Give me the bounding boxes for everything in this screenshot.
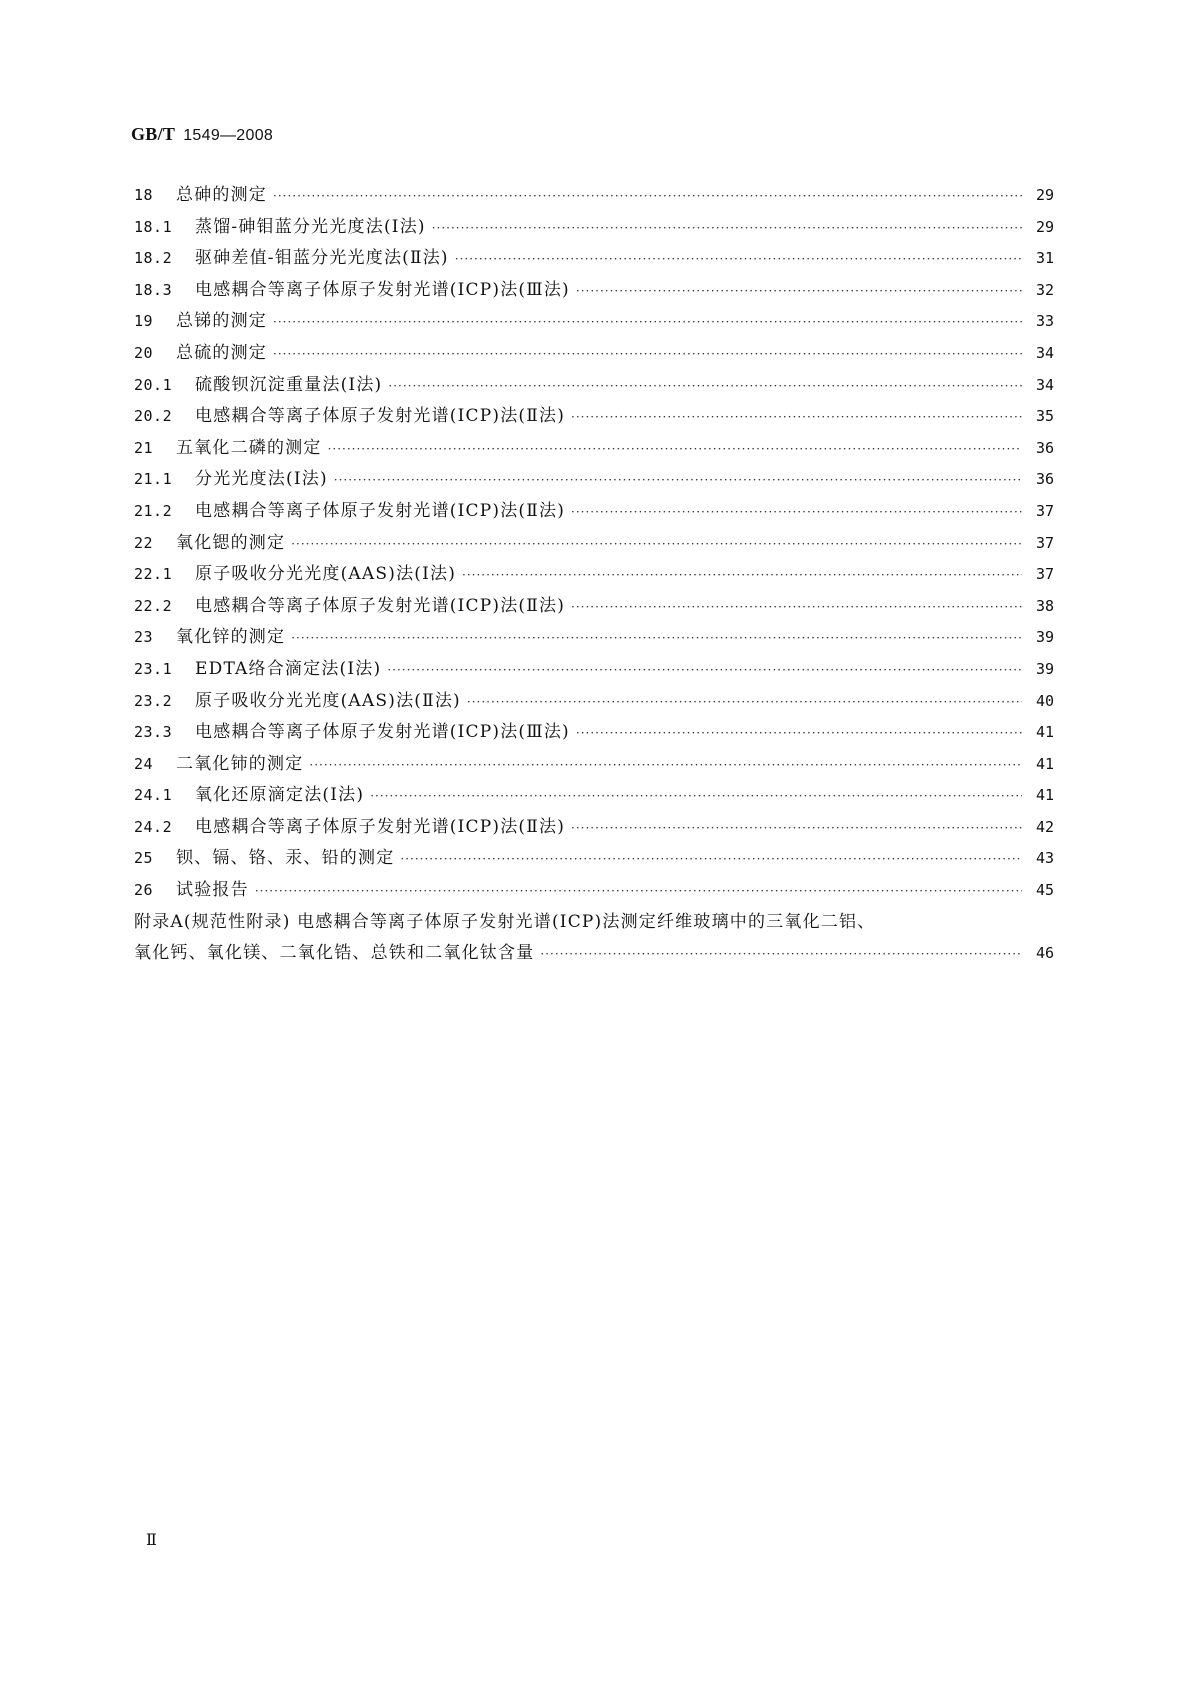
toc-entry-page-number: 33	[1035, 312, 1054, 331]
toc-entry-page-number: 29	[1035, 217, 1054, 236]
toc-entry-number: 20	[134, 343, 154, 362]
toc-entry-page-number: 29	[1035, 186, 1054, 204]
toc-entry[interactable]	[134, 496, 1054, 528]
toc-entry[interactable]	[134, 433, 1054, 465]
appendix-title-line2: 氧化钙、氧化镁、二氧化锆、总铁和二氧化钛含量	[134, 943, 535, 964]
leader-dots	[576, 284, 1022, 298]
toc-entry[interactable]	[134, 591, 1054, 623]
toc-entry[interactable]	[134, 306, 1054, 338]
toc-entry-title: 驱砷差值-钼蓝分光光度法(Ⅱ法)	[195, 248, 449, 269]
toc-entry[interactable]	[134, 243, 1054, 275]
toc-entry-number: 18.3	[134, 280, 173, 299]
toc-entry-title: 总硫的测定	[176, 342, 267, 363]
leader-dots	[432, 221, 1022, 235]
toc-entry-title: 电感耦合等离子体原子发射光谱(ICP)法(Ⅱ法)	[195, 816, 566, 837]
toc-entry[interactable]	[134, 717, 1054, 749]
table-of-contents	[134, 180, 1054, 970]
toc-entry-number: 23.3	[134, 723, 173, 742]
toc-entry-page-number: 37	[1035, 501, 1054, 520]
toc-entry[interactable]	[134, 780, 1054, 812]
toc-entry-number: 20.2	[134, 407, 173, 426]
leader-dots	[255, 884, 1022, 898]
toc-entry-page-number: 39	[1035, 659, 1054, 678]
toc-entry[interactable]	[134, 464, 1054, 496]
leader-dots	[309, 758, 1022, 772]
leader-dots	[328, 442, 1022, 456]
toc-entry-title: 氧化锌的测定	[176, 627, 286, 648]
toc-entry-title: 氧化锶的测定	[176, 532, 286, 553]
toc-entry[interactable]	[134, 875, 1054, 907]
toc-entry[interactable]	[134, 622, 1054, 654]
leader-dots	[273, 189, 1022, 203]
leader-dots	[571, 821, 1022, 835]
toc-entry[interactable]	[134, 749, 1054, 781]
toc-entry-title: 电感耦合等离子体原子发射光谱(ICP)法(Ⅱ法)	[195, 595, 566, 616]
toc-entry-page-number: 34	[1035, 375, 1054, 394]
toc-entry-number: 22.1	[134, 565, 173, 584]
leader-dots	[571, 410, 1022, 424]
toc-entry-page-number: 37	[1035, 565, 1054, 584]
toc-entry[interactable]	[134, 212, 1054, 244]
toc-entry[interactable]	[134, 401, 1054, 433]
toc-entry-page-number: 40	[1035, 691, 1054, 710]
toc-entry-title: 二氧化铈的测定	[176, 753, 304, 774]
toc-entry-title: 电感耦合等离子体原子发射光谱(ICP)法(Ⅱ法)	[195, 406, 566, 427]
toc-entry-title: 分光光度法(Ⅰ法)	[195, 469, 328, 490]
toc-entry-title: 电感耦合等离子体原子发射光谱(ICP)法(Ⅱ法)	[195, 500, 566, 521]
toc-entry-title: 电感耦合等离子体原子发射光谱(ICP)法(Ⅲ法)	[195, 722, 570, 743]
toc-entry-title: 总锑的测定	[176, 311, 267, 332]
toc-entry-page-number: 42	[1035, 817, 1054, 836]
leader-dots	[291, 537, 1022, 551]
toc-entry-number: 18.2	[134, 249, 173, 268]
toc-entry[interactable]	[134, 370, 1054, 402]
toc-entry-number: 23.1	[134, 659, 173, 678]
toc-entry[interactable]	[134, 559, 1054, 591]
toc-entry[interactable]	[134, 180, 1054, 212]
toc-entry[interactable]	[134, 812, 1054, 844]
toc-entry-number: 26	[134, 881, 154, 900]
leader-dots	[291, 631, 1022, 645]
toc-entry-number: 21	[134, 438, 154, 457]
leader-dots	[334, 473, 1022, 487]
leader-dots	[467, 695, 1022, 709]
toc-entry-number: 19	[134, 312, 154, 331]
toc-entry-title: 电感耦合等离子体原子发射光谱(ICP)法(Ⅲ法)	[195, 279, 570, 300]
toc-entry-number: 25	[134, 849, 154, 868]
toc-entry-title: 原子吸收分光光度(AAS)法(Ⅰ法)	[195, 564, 457, 585]
toc-entry-title: 原子吸收分光光度(AAS)法(Ⅱ法)	[195, 690, 461, 711]
toc-entry[interactable]	[134, 338, 1054, 370]
leader-dots	[273, 315, 1022, 329]
leader-dots	[571, 600, 1022, 614]
leader-dots	[400, 852, 1022, 866]
toc-entry-number: 18	[134, 186, 154, 204]
toc-entry-title: 硫酸钡沉淀重量法(Ⅰ法)	[195, 374, 383, 395]
toc-entry-number: 23.2	[134, 691, 173, 710]
page-number-footer: Ⅱ	[146, 1530, 157, 1549]
toc-entry-number: 24.2	[134, 817, 173, 836]
toc-entry-page-number: 36	[1035, 438, 1054, 457]
appendix-page-number: 46	[1035, 944, 1054, 963]
toc-entry-number: 22	[134, 533, 154, 552]
toc-entry-page-number: 41	[1035, 754, 1054, 773]
toc-entry-number: 24.1	[134, 786, 173, 805]
toc-entry-number: 24	[134, 754, 154, 773]
toc-entry-title: 钡、镉、铬、汞、铅的测定	[176, 848, 395, 869]
toc-entry-title: 五氧化二磷的测定	[176, 437, 322, 458]
toc-entry-page-number: 39	[1035, 628, 1054, 647]
leader-dots	[455, 252, 1022, 266]
toc-entry-title: 总砷的测定	[176, 185, 267, 205]
toc-entry[interactable]	[134, 654, 1054, 686]
toc-entry-page-number: 45	[1035, 881, 1054, 900]
toc-entry[interactable]	[134, 843, 1054, 875]
leader-dots	[370, 789, 1022, 803]
toc-entry-page-number: 37	[1035, 533, 1054, 552]
toc-entry-page-number: 36	[1035, 470, 1054, 489]
toc-entry-page-number: 34	[1035, 343, 1054, 362]
toc-entry-page-number: 41	[1035, 723, 1054, 742]
toc-entry-number: 18.1	[134, 217, 173, 236]
toc-entry-page-number: 41	[1035, 786, 1054, 805]
appendix-title-line2-row	[134, 938, 1054, 970]
toc-entry-page-number: 35	[1035, 407, 1054, 426]
toc-entry-page-number: 38	[1035, 596, 1054, 615]
leader-dots	[387, 663, 1022, 677]
toc-appendix[interactable]	[134, 907, 1054, 970]
leader-dots	[273, 347, 1022, 361]
leader-dots	[576, 726, 1022, 740]
toc-entry-page-number: 31	[1035, 249, 1054, 268]
document-header	[131, 124, 273, 145]
toc-entry-number: 22.2	[134, 596, 173, 615]
toc-entry[interactable]	[134, 528, 1054, 560]
appendix-title-line1: 附录A(规范性附录) 电感耦合等离子体原子发射光谱(ICP)法测定纤维玻璃中的三氧化二铝、	[134, 911, 876, 932]
standard-number: 1549—2008	[183, 127, 274, 144]
toc-entry-number: 23	[134, 628, 154, 647]
leader-dots	[571, 505, 1022, 519]
toc-entry-page-number: 32	[1035, 280, 1054, 299]
standard-code: GB/T	[131, 124, 176, 144]
leader-dots	[388, 379, 1022, 393]
toc-entry-title: EDTA络合滴定法(Ⅰ法)	[195, 658, 382, 679]
leader-dots	[540, 947, 1022, 961]
toc-entry-number: 20.1	[134, 375, 173, 394]
toc-entry[interactable]	[134, 275, 1054, 307]
toc-entry-title: 蒸馏-砷钼蓝分光光度法(Ⅰ法)	[195, 216, 426, 237]
toc-entry-number: 21.1	[134, 470, 173, 489]
toc-entry-title: 试验报告	[176, 880, 249, 901]
leader-dots	[462, 568, 1022, 582]
toc-entry-number: 21.2	[134, 501, 173, 520]
toc-entry-title: 氧化还原滴定法(Ⅰ法)	[195, 785, 365, 806]
toc-entry-page-number: 43	[1035, 849, 1054, 868]
toc-entry[interactable]	[134, 686, 1054, 718]
